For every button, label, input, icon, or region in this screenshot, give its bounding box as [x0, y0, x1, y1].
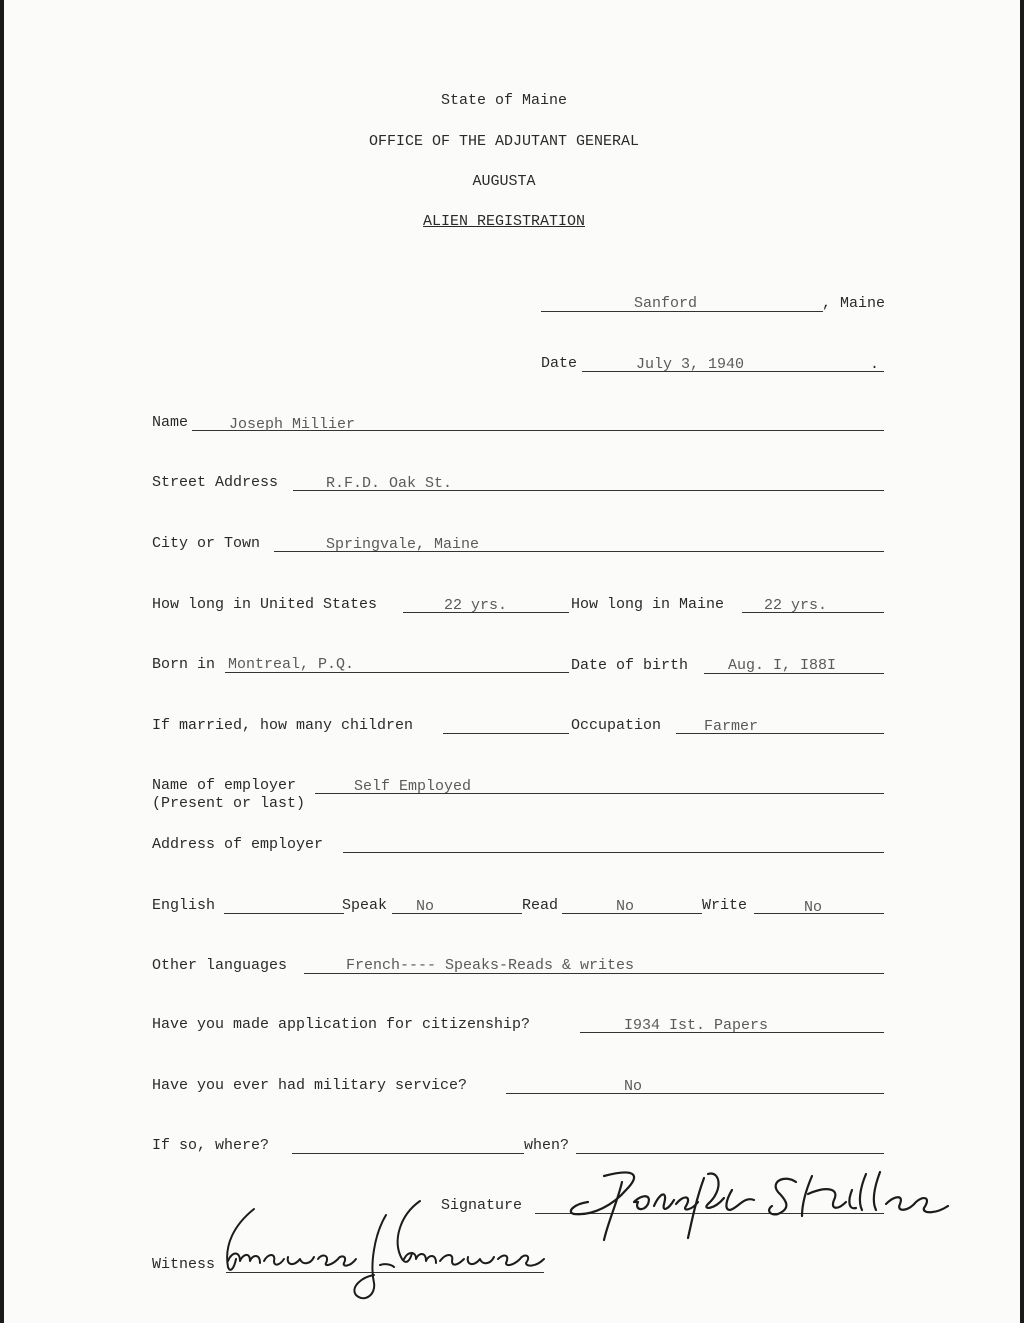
signature-handwriting — [564, 1160, 954, 1245]
how-long-maine-label: How long in Maine — [571, 596, 725, 613]
name-label: Name — [152, 414, 189, 431]
header-city: AUGUSTA — [472, 173, 536, 190]
date-value: July 3, 1940 — [636, 356, 745, 373]
street-address-label: Street Address — [152, 474, 279, 491]
speak-label: Speak — [342, 897, 388, 914]
employer-label: Name of employer — [152, 777, 297, 794]
state-suffix: , Maine — [822, 295, 886, 312]
write-label: Write — [702, 897, 748, 914]
date-of-birth-label: Date of birth — [571, 657, 689, 674]
english-line — [224, 913, 344, 914]
town-value: Sanford — [634, 295, 698, 312]
date-end-mark: . — [870, 356, 880, 373]
occupation-value: Farmer — [704, 718, 759, 735]
signature-label: Signature — [441, 1197, 523, 1214]
other-languages-label: Other languages — [152, 957, 288, 974]
how-long-maine-value: 22 yrs. — [764, 597, 828, 614]
city-town-value: Springvale, Maine — [326, 536, 480, 553]
header-office: OFFICE OF THE ADJUTANT GENERAL — [368, 133, 640, 150]
born-in-value: Montreal, P.Q. — [228, 656, 355, 673]
read-value: No — [616, 898, 635, 915]
children-label: If married, how many children — [152, 717, 414, 734]
english-label: English — [152, 897, 216, 914]
name-value: Joseph Millier — [229, 416, 356, 433]
military-value: No — [624, 1078, 643, 1095]
military-line — [506, 1093, 884, 1094]
citizenship-label: Have you made application for citizenship? — [152, 1016, 531, 1033]
witness-label: Witness — [152, 1256, 216, 1273]
speak-value: No — [416, 898, 435, 915]
how-long-us-value: 22 yrs. — [444, 597, 508, 614]
citizenship-value: I934 Ist. Papers — [624, 1017, 769, 1034]
date-label: Date — [541, 355, 578, 372]
children-line — [443, 733, 569, 734]
when-line — [576, 1153, 884, 1154]
date-of-birth-value: Aug. I, I88I — [728, 657, 837, 674]
witness-handwriting — [214, 1195, 554, 1310]
employer-value: Self Employed — [354, 778, 472, 795]
employer-sublabel: (Present or last) — [152, 795, 306, 812]
speak-line — [392, 913, 522, 914]
form-title: ALIEN REGISTRATION — [422, 213, 586, 230]
write-value: No — [804, 899, 823, 916]
employer-address-line — [343, 852, 884, 853]
other-languages-value: French---- Speaks-Reads & writes — [346, 957, 635, 974]
where-label: If so, where? — [152, 1137, 270, 1154]
when-label: when? — [524, 1137, 570, 1154]
how-long-us-label: How long in United States — [152, 596, 378, 613]
born-in-label: Born in — [152, 656, 216, 673]
military-label: Have you ever had military service? — [152, 1077, 468, 1094]
occupation-label: Occupation — [571, 717, 662, 734]
header-state: State of Maine — [440, 92, 568, 109]
where-line — [292, 1153, 524, 1154]
city-town-label: City or Town — [152, 535, 261, 552]
street-address-value: R.F.D. Oak St. — [326, 475, 453, 492]
employer-address-label: Address of employer — [152, 836, 324, 853]
read-label: Read — [522, 897, 559, 914]
document-page — [4, 0, 1020, 1323]
